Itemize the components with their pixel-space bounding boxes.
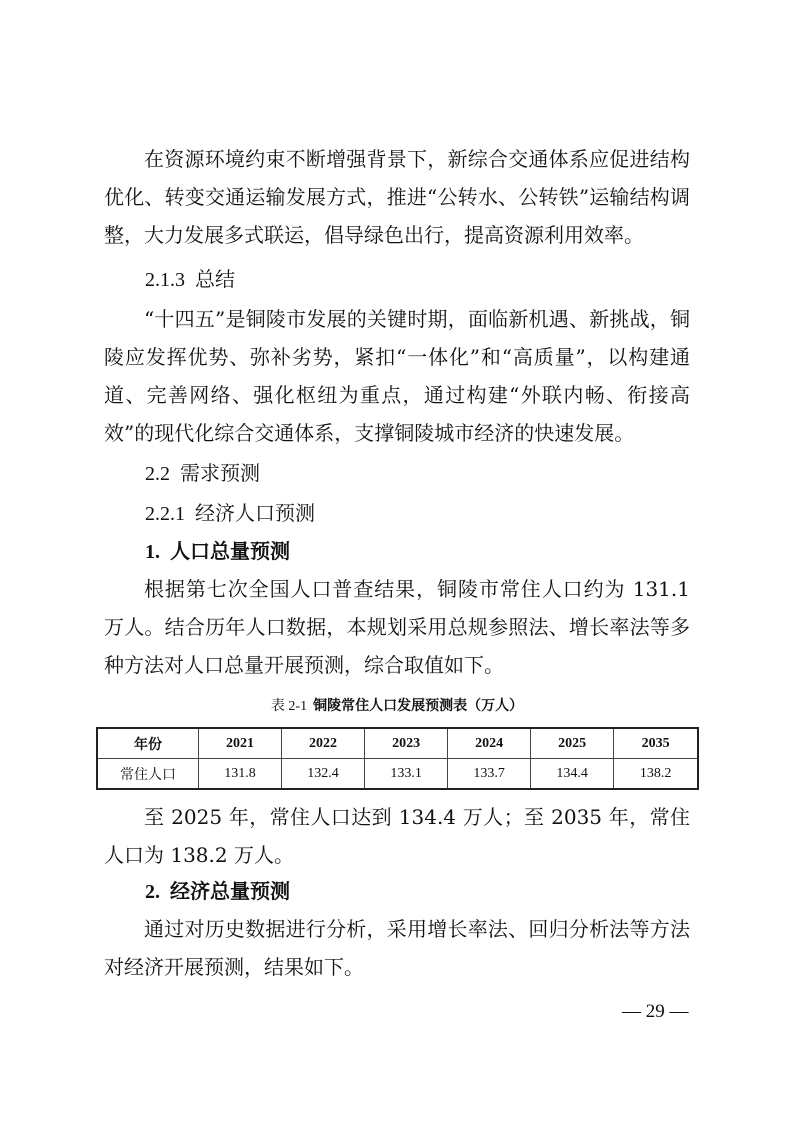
heading-2-2-1	[145, 498, 315, 529]
paragraph-resource-environment: 在资源环境约束不断增强背景下，新综合交通体系应促进结构优化、转变交通运输发展方式，推进“公转水、公转铁”运输结构调整，大力发展多式联运，倡导绿色出行，提高资源利用效率。	[104, 147, 690, 247]
heading-2-1-3	[145, 264, 235, 295]
heading-text: 人口总量预测	[170, 539, 290, 563]
table-header-cell: 2022	[282, 728, 365, 759]
table-header-cell: 2025	[531, 728, 614, 759]
heading-number: 2.	[145, 881, 160, 903]
paragraph-summary: “十四五”是铜陵市发展的关键时期，面临新机遇、新挑战，铜陵应发挥优势、弥补劣势，紧扣“一体化”和“高质量”，以构建通道、完善网络、强化枢纽为重点，通过构建“外联内畅、衔接高效”的现代化综合交通体系，支撑铜陵城市经济的快速发展。	[104, 307, 690, 445]
table-caption	[104, 695, 690, 715]
table-row	[97, 759, 698, 790]
table-row-label: 常住人口	[97, 759, 199, 790]
table-cell: 134.4	[531, 759, 614, 790]
heading-2-2	[145, 458, 260, 489]
table-caption-number: 表 2-1	[270, 699, 308, 714]
page-number: — 29 —	[622, 1001, 689, 1022]
table-header-cell: 2023	[365, 728, 448, 759]
paragraph-population-method: 根据第七次全国人口普查结果，铜陵市常住人口约为 131.1 万人。结合历年人口数据，本规划采用总规参照法、增长率法等多种方法对人口总量开展预测，综合取值如下。	[104, 577, 690, 677]
table-cell: 138.2	[614, 759, 698, 790]
heading-number: 2.1.3	[145, 269, 185, 291]
paragraph-population-result: 至 2025 年，常住人口达到 134.4 万人；至 2035 年，常住人口为 138.2 万人。	[104, 805, 690, 867]
heading-text: 经济人口预测	[195, 501, 315, 525]
table-header-cell: 2024	[448, 728, 531, 759]
table-header-cell: 2035	[614, 728, 698, 759]
table-header-cell: 2021	[199, 728, 282, 759]
heading-text: 总结	[195, 267, 235, 291]
paragraph-economy-method: 通过对历史数据进行分析，采用增长率法、回归分析法等方法对经济开展预测，结果如下。	[104, 917, 690, 979]
table-caption-text: 铜陵常住人口发展预测表（万人）	[313, 698, 524, 714]
table-cell: 131.8	[199, 759, 282, 790]
table-cell: 133.7	[448, 759, 531, 790]
table-cell: 133.1	[365, 759, 448, 790]
table-cell: 132.4	[282, 759, 365, 790]
heading-population-forecast	[145, 536, 290, 567]
population-forecast-table	[96, 727, 699, 790]
heading-economy-forecast	[145, 876, 290, 907]
heading-text: 需求预测	[180, 461, 260, 485]
table-header-cell: 年份	[97, 728, 199, 759]
heading-number: 1.	[145, 541, 160, 563]
heading-number: 2.2.1	[145, 503, 185, 525]
heading-text: 经济总量预测	[170, 879, 290, 903]
table-header-row	[97, 728, 698, 759]
heading-number: 2.2	[145, 463, 170, 485]
